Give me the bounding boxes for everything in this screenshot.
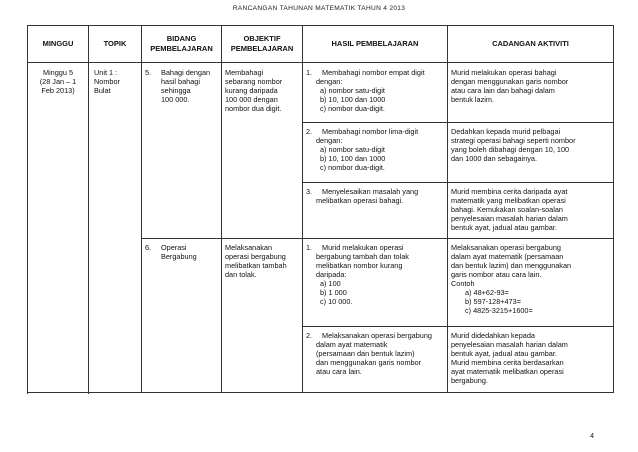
minggu-line: Feb 2013) (41, 86, 75, 95)
hasil-item: a) 100 (320, 279, 341, 288)
hasil-line: Melaksanakan operasi bergabung (322, 331, 432, 340)
hasil-line: dengan: (316, 77, 343, 86)
objektif-line: kurang daripada (225, 86, 278, 95)
aktiviti-line: Murid membina cerita berdasarkan (451, 358, 564, 367)
aktiviti-line: Murid melakukan operasi bahagi (451, 68, 557, 77)
topik-line: Nombor (94, 77, 120, 86)
objektif-line: sebarang nombor (225, 77, 283, 86)
aktiviti-line: bahagi. Kemukakan soalan-soalan (451, 205, 563, 214)
aktiviti-item: a) 48+62-93= (465, 288, 509, 297)
hasil-line: Murid melakukan operasi (322, 243, 404, 252)
aktiviti-line: Murid didedahkan kepada (451, 331, 535, 340)
col-aktiviti: CADANGAN AKTIVITI (448, 26, 614, 63)
minggu-cell (28, 63, 89, 393)
hasil-line: daripada: (316, 270, 347, 279)
bidang-cell (142, 239, 222, 393)
aktiviti-line: yang boleh dibahagi dengan 10, 100 (451, 145, 570, 154)
hasil-item: b) 1 000 (320, 288, 347, 297)
hasil-item: b) 10, 100 dan 1000 (320, 95, 386, 104)
aktiviti-line: Melaksanakan operasi bergabung (451, 243, 561, 252)
objektif-cell (222, 63, 303, 239)
col-objektif-line1: OBJEKTIF (243, 34, 281, 43)
bidang-line: hasil bahagi (161, 77, 200, 86)
aktiviti-line: garis nombor atau cara lain. (451, 270, 542, 279)
hasil-line: atau cara lain. (316, 367, 362, 376)
hasil-number: 2. (306, 331, 313, 340)
hasil-line: melibatkan operasi bahagi. (316, 196, 404, 205)
aktiviti-line: atau cara lain dan bahagi dalam (451, 86, 555, 95)
col-objektif (222, 26, 303, 63)
hasil-cell (303, 183, 448, 239)
col-topik: TOPIK (89, 26, 142, 63)
hasil-line: melibatkan nombor kurang (316, 261, 403, 270)
col-minggu: MINGGU (28, 26, 89, 63)
hasil-line: Menyelesaikan masalah yang (322, 187, 419, 196)
topik-line: Bulat (94, 86, 111, 95)
hasil-number: 3. (306, 187, 313, 196)
bidang-number: 5. (145, 68, 152, 77)
hasil-line: dengan: (316, 136, 343, 145)
aktiviti-item: c) 4825-3215+1600= (465, 306, 533, 315)
bidang-line: 100 000. (161, 95, 190, 104)
bidang-number: 6. (145, 243, 152, 252)
aktiviti-item: b) 597-128+473= (465, 297, 521, 306)
aktiviti-line: bentuk ayat, jadual atau gambar. (451, 223, 557, 232)
objektif-line: operasi bergabung (225, 252, 286, 261)
hasil-item: c) nombor dua-digit. (320, 163, 385, 172)
objektif-line: nombor dua digit. (225, 104, 282, 113)
hasil-number: 1. (306, 243, 313, 252)
hasil-cell (303, 327, 448, 393)
aktiviti-cell (448, 239, 614, 327)
aktiviti-line: bentuk ayat, jadual atau gambar. (451, 349, 557, 358)
aktiviti-line: matematik yang melibatkan operasi (451, 196, 566, 205)
hasil-line: Membahagi nombor lima-digit (322, 127, 419, 136)
aktiviti-cell (448, 327, 614, 393)
objektif-line: melibatkan tambah (225, 261, 287, 270)
hasil-item: b) 10, 100 dan 1000 (320, 154, 386, 163)
hasil-line: (persamaan dan bentuk lazim) (316, 349, 415, 358)
hasil-line: dalam ayat matematik (316, 340, 388, 349)
aktiviti-line: Murid membina cerita daripada ayat (451, 187, 568, 196)
hasil-item: c) 10 000. (320, 297, 353, 306)
aktiviti-line: ayat matematik melibatkan operasi (451, 367, 564, 376)
bidang-line: sehingga (161, 86, 191, 95)
col-hasil: HASIL PEMBELAJARAN (303, 26, 448, 63)
hasil-item: a) nombor satu-digit (320, 86, 385, 95)
hasil-cell (303, 63, 448, 123)
col-bidang-line1: BIDANG (166, 34, 197, 43)
objektif-line: Membahagi (225, 68, 264, 77)
col-objektif-line2: PEMBELAJARAN (230, 44, 294, 53)
hasil-cell (303, 123, 448, 183)
bidang-line: Bahagi dengan (161, 68, 211, 77)
minggu-line: (28 Jan – 1 (39, 77, 77, 86)
aktiviti-line: dan bentuk lazim) dan menggunakan (451, 261, 572, 270)
aktiviti-line: strategi operasi bahagi seperti nombor (451, 136, 576, 145)
aktiviti-line: Contoh (451, 279, 475, 288)
hasil-cell (303, 239, 448, 327)
col-bidang (142, 26, 222, 63)
aktiviti-line: dengan menggunakan garis nombor (451, 77, 569, 86)
page-number: 4 (590, 433, 594, 440)
col-bidang-line2: PEMBELAJARAN (150, 44, 213, 53)
aktiviti-cell (448, 63, 614, 123)
aktiviti-cell (448, 183, 614, 239)
hasil-line: dan menggunakan garis nombor (316, 358, 422, 367)
aktiviti-cell (448, 123, 614, 183)
objektif-line: dan tolak. (225, 270, 257, 279)
hasil-number: 2. (306, 127, 313, 136)
table-row (28, 63, 614, 123)
hasil-line: Membahagi nombor empat digit (322, 68, 425, 77)
bidang-line: Operasi (161, 243, 187, 252)
objektif-cell (222, 239, 303, 393)
objektif-line: 100 000 dengan (225, 95, 278, 104)
minggu-line: Minggu 5 (42, 68, 74, 77)
hasil-line: bergabung tambah dan tolak (316, 252, 409, 261)
aktiviti-line: penyelesaian masalah harian dalam (451, 214, 568, 223)
aktiviti-line: bentuk lazim. (451, 95, 494, 104)
hasil-number: 1. (306, 68, 313, 77)
table-header-row (28, 26, 614, 63)
aktiviti-line: bergabung. (451, 376, 488, 385)
aktiviti-line: penyelesaian masalah harian dalam (451, 340, 568, 349)
hasil-item: a) nombor satu-digit (320, 145, 385, 154)
topik-cell (89, 63, 142, 393)
bidang-cell (142, 63, 222, 239)
objektif-line: Melaksanakan (225, 243, 273, 252)
aktiviti-line: Dedahkan kepada murid pelbagai (451, 127, 561, 136)
page-header: RANCANGAN TAHUNAN MATEMATIK TAHUN 4 2013 (232, 5, 406, 12)
bidang-line: Bergabung (161, 252, 197, 261)
topik-line: Unit 1 : (94, 68, 118, 77)
yearly-plan-table (27, 25, 614, 393)
hasil-item: c) nombor dua-digit. (320, 104, 385, 113)
aktiviti-line: dalam ayat matematik (persamaan (451, 252, 564, 261)
aktiviti-line: dan 1000 dan sebagainya. (451, 154, 538, 163)
